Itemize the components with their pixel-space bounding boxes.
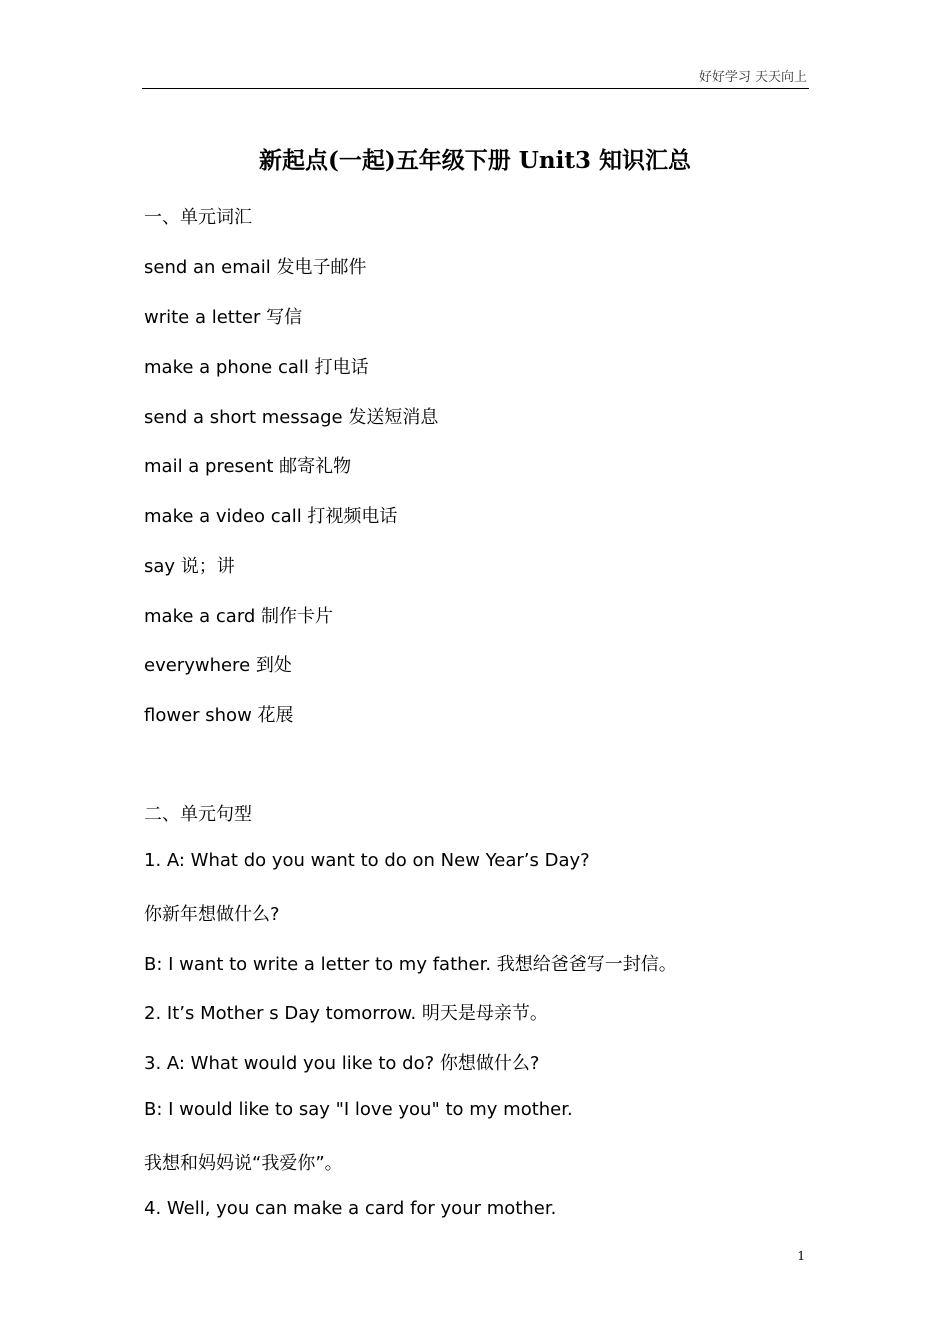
header-text: 好好学习 天天向上: [698, 70, 807, 85]
sentence-line: 我想和妈妈说“我爱你”。: [144, 1153, 343, 1174]
vocab-item: everywhere 到处: [144, 655, 292, 676]
vocab-item: make a card 制作卡片: [144, 606, 334, 627]
sentence-line: 3. A: What would you like to do? 你想做什么?: [144, 1053, 540, 1074]
page-number: 1: [797, 1249, 805, 1263]
sentence-line: 1. A: What do you want to do on New Year’s Day?: [144, 850, 590, 871]
vocab-item: send a short message 发送短消息: [144, 407, 439, 428]
vocab-item: make a video call 打视频电话: [144, 506, 398, 527]
vocab-item: flower show 花展: [144, 705, 294, 726]
sentence-line: 4. Well, you can make a card for your mother.: [144, 1198, 557, 1219]
header-divider: [142, 88, 809, 89]
vocab-item: write a letter 写信: [144, 307, 303, 328]
sentence-line: B: I would like to say "I love you" to my mother.: [144, 1099, 573, 1120]
document-title: 新起点(一起)五年级下册 Unit3 知识汇总: [259, 147, 691, 174]
vocab-item: make a phone call 打电话: [144, 357, 369, 378]
vocab-item: say 说；讲: [144, 556, 235, 577]
vocab-item: mail a present 邮寄礼物: [144, 456, 352, 477]
section-heading-sentences: 二、单元句型: [144, 804, 252, 825]
sentence-line: 2. It’s Mother s Day tomorrow. 明天是母亲节。: [144, 1003, 548, 1024]
sentence-line: B: I want to write a letter to my father. 我想给爸爸写一封信。: [144, 954, 677, 975]
section-heading-vocabulary: 一、单元词汇: [144, 207, 252, 228]
sentence-line: 你新年想做什么?: [144, 904, 280, 925]
vocab-item: send an email 发电子邮件: [144, 257, 367, 278]
